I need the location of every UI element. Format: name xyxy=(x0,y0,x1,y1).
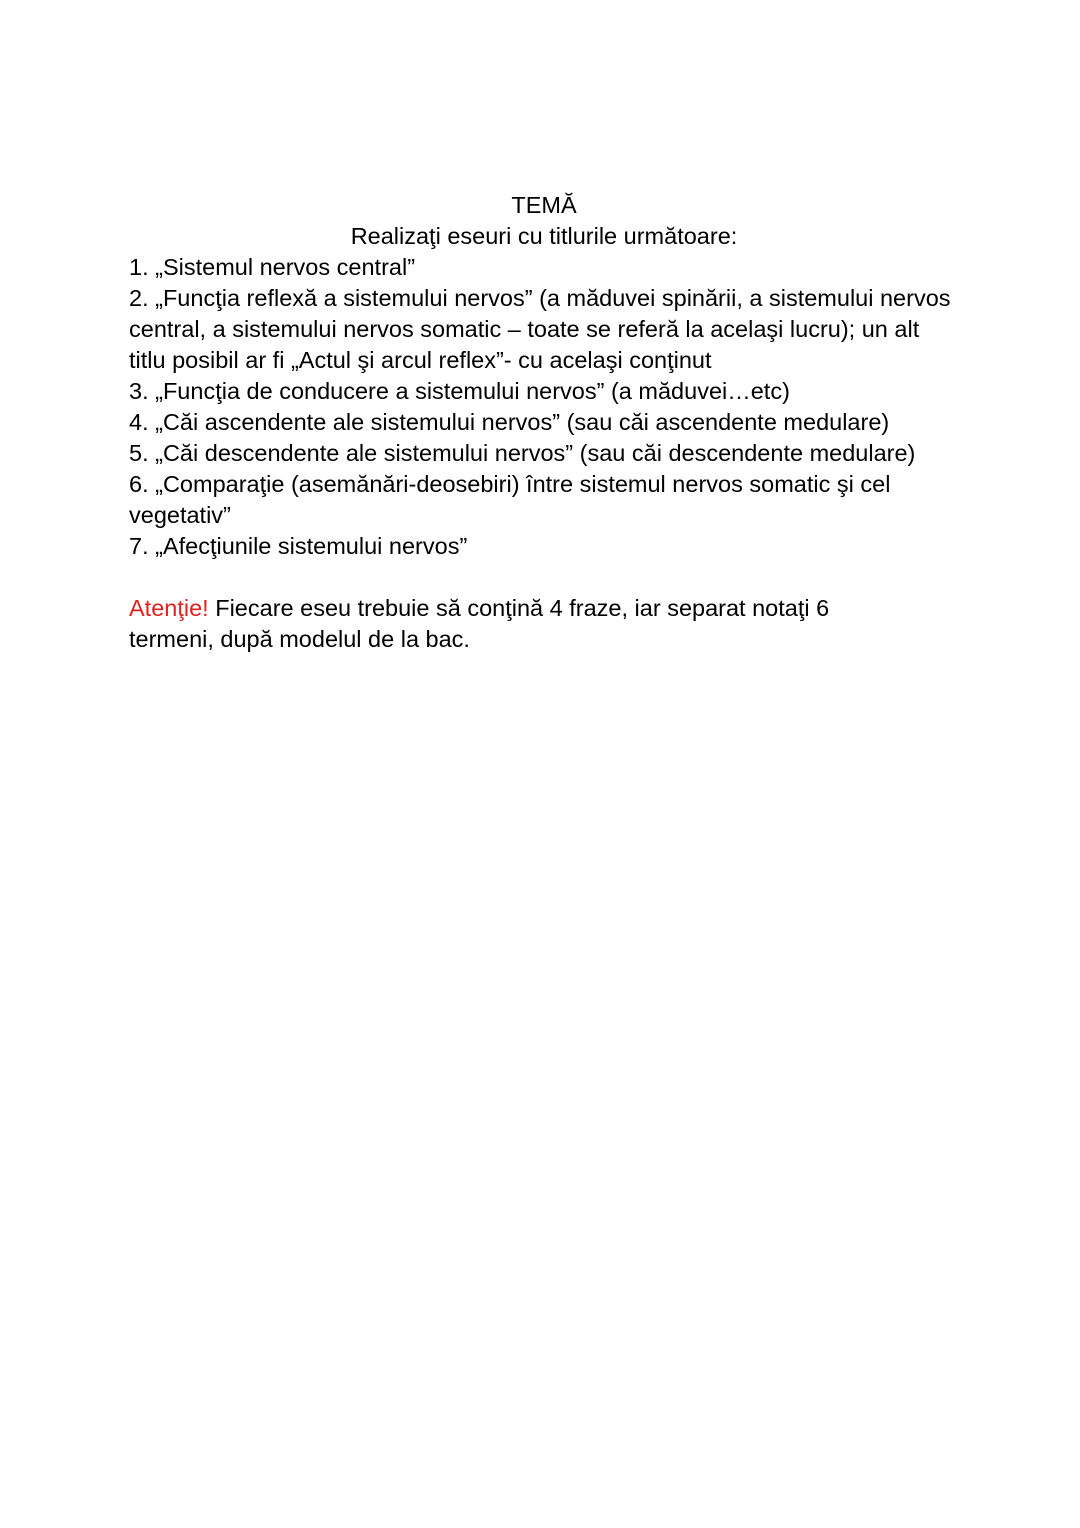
document-subtitle: Realizaţi eseuri cu titlurile următoare: xyxy=(350,223,738,249)
attention-text: Fiecare eseu trebuie să conţină 4 fraze, iar separat notaţi 6 termeni, după modelul de la bac. xyxy=(129,595,830,652)
list-item: 4. „Căi ascendente ale sistemului nervos” (sau căi ascendente medulare) xyxy=(129,409,890,435)
attention-label: Atenţie! xyxy=(129,595,209,621)
essay-title-list xyxy=(129,252,959,562)
document-content xyxy=(129,190,959,655)
list-item: 1. „Sistemul nervos central” xyxy=(129,254,416,280)
document-title: TEMĂ xyxy=(511,192,577,218)
list-item: 7. „Afecţiunile sistemului nervos” xyxy=(129,533,468,559)
list-item: 6. „Comparaţie (asemănări-deosebiri) între sistemul nervos somatic şi cel vegetativ” xyxy=(129,471,897,528)
list-item: 5. „Căi descendente ale sistemului nervos” (sau căi descendente medulare) xyxy=(129,440,916,466)
list-item: 3. „Funcţia de conducere a sistemului nervos” (a măduvei…etc) xyxy=(129,378,790,404)
attention-note xyxy=(129,593,909,655)
list-item: 2. „Funcţia reflexă a sistemului nervos” (a măduvei spinării, a sistemului nervos central, a sistemului nervos somatic – toate se referă la acelaşi lucru); un alt titlu posibil ar fi „Actul şi arcul reflex”- cu acelaşi conţinut xyxy=(129,285,958,373)
